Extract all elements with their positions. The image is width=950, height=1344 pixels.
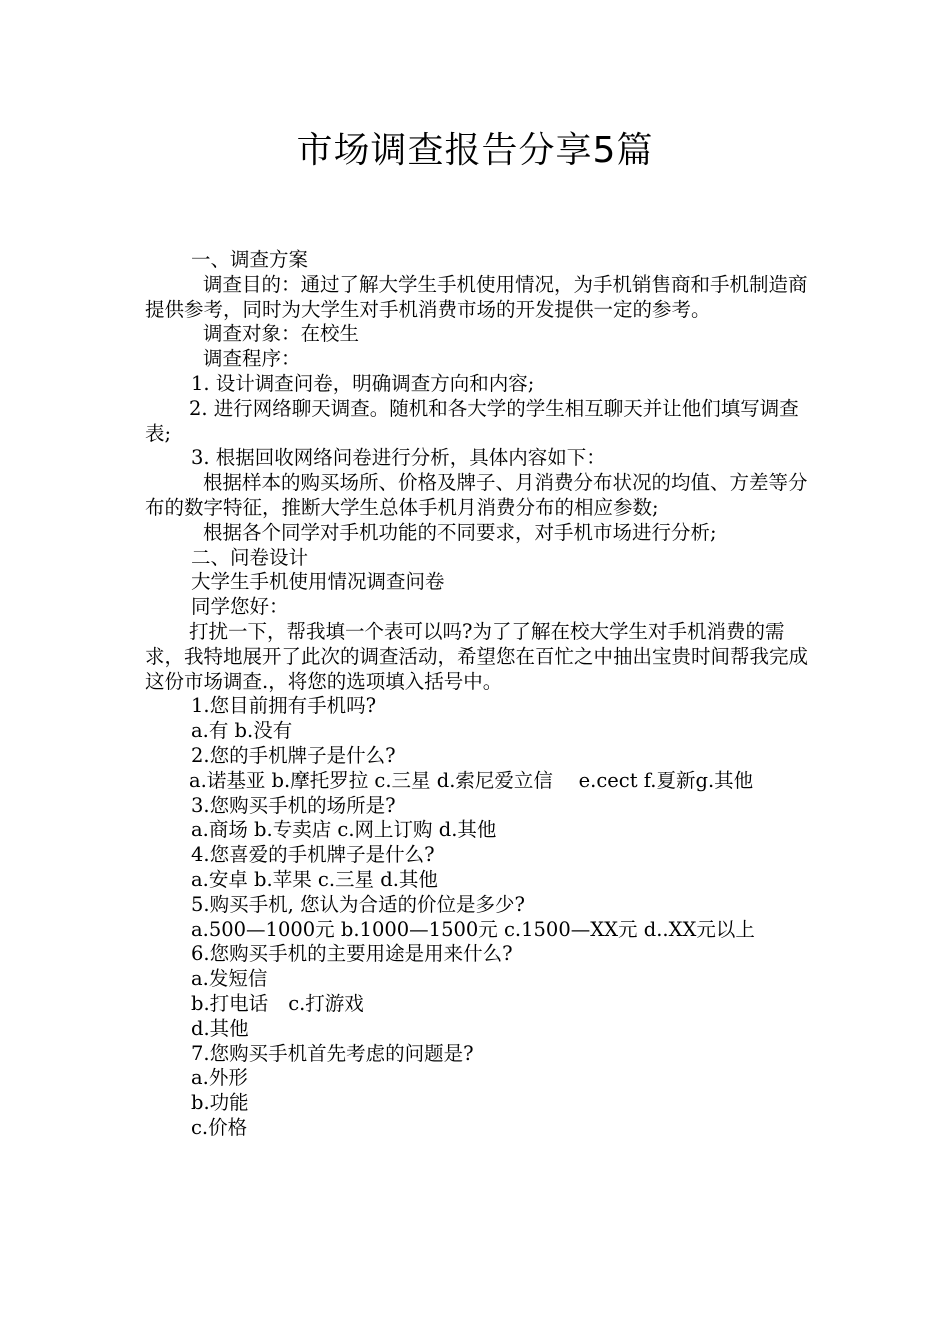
answer-option-row	[145, 992, 810, 1017]
questionnaire-title: 大学生手机使用情况调查问卷	[191, 570, 445, 594]
question: 4.您喜爱的手机牌子是什么?	[191, 843, 435, 867]
section-heading: 一、调查方案	[191, 248, 309, 271]
answer-options: a.500—1000元 b.1000—1500元 c.1500—XX元 d..XX元以上	[191, 917, 755, 941]
list-item: 1. 设计调查问卷，明确调查方向和内容;	[191, 371, 535, 395]
paragraph: 打扰一下，帮我填一个表可以吗?为了了解在校大学生对手机消费的需求，我特地展开了此次的调查活动，希望您在百忙之中抽出宝贵时间帮我完成这份市场调查.，将您的选项填入括号中。	[145, 619, 809, 693]
answer-options: a.商场 b.专卖店 c.网上订购 d.其他	[191, 818, 497, 842]
answer-option: c.价格	[191, 1115, 248, 1139]
document-body	[145, 248, 810, 1141]
question: 6.您购买手机的主要用途是用来什么?	[191, 942, 513, 966]
list-item: 3. 根据回收网络问卷进行分析，具体内容如下：	[191, 446, 606, 470]
paragraph: 调查程序：	[203, 347, 301, 371]
answer-option: c.打游戏	[288, 991, 364, 1015]
question: 3.您购买手机的场所是?	[191, 793, 396, 817]
question: 5.购买手机, 您认为合适的价位是多少?	[191, 892, 525, 916]
question: 2.您的手机牌子是什么?	[191, 743, 396, 767]
document-title: 市场调查报告分享5篇	[296, 130, 654, 171]
answer-options: a.诺基亚 b.摩托罗拉 c.三星 d.索尼爱立信 e.cect f.夏新g.其他	[189, 768, 754, 792]
answer-option: b.功能	[191, 1091, 249, 1115]
greeting: 同学您好：	[191, 595, 289, 619]
list-item: 2. 进行网络聊天调查。随机和各大学的学生相互聊天并让他们填写调查表;	[145, 396, 799, 445]
section-heading: 二、问卷设计	[191, 545, 309, 569]
paragraph: 根据各个同学对手机功能的不同要求，对手机市场进行分析;	[203, 520, 717, 544]
answer-option: d.其他	[191, 1016, 249, 1040]
question: 1.您目前拥有手机吗?	[191, 694, 377, 718]
answer-option: a.外形	[191, 1066, 248, 1090]
answer-option: b.打电话	[191, 991, 269, 1015]
paragraph: 调查目的：通过了解大学生手机使用情况，为手机销售商和手机制造商提供参考，同时为大学生对手机消费市场的开发提供一定的参考。	[145, 272, 808, 321]
answer-options: a.安卓 b.苹果 c.三星 d.其他	[191, 867, 438, 891]
paragraph: 根据样本的购买场所、价格及牌子、月消费分布状况的均值、方差等分布的数字特征，推断大学生总体手机月消费分布的相应参数;	[145, 471, 808, 519]
answer-options: a.有 b.没有	[191, 719, 293, 743]
answer-option: a.发短信	[191, 967, 268, 991]
question: 7.您购买手机首先考虑的问题是?	[191, 1041, 474, 1065]
paragraph: 调查对象：在校生	[203, 322, 360, 346]
